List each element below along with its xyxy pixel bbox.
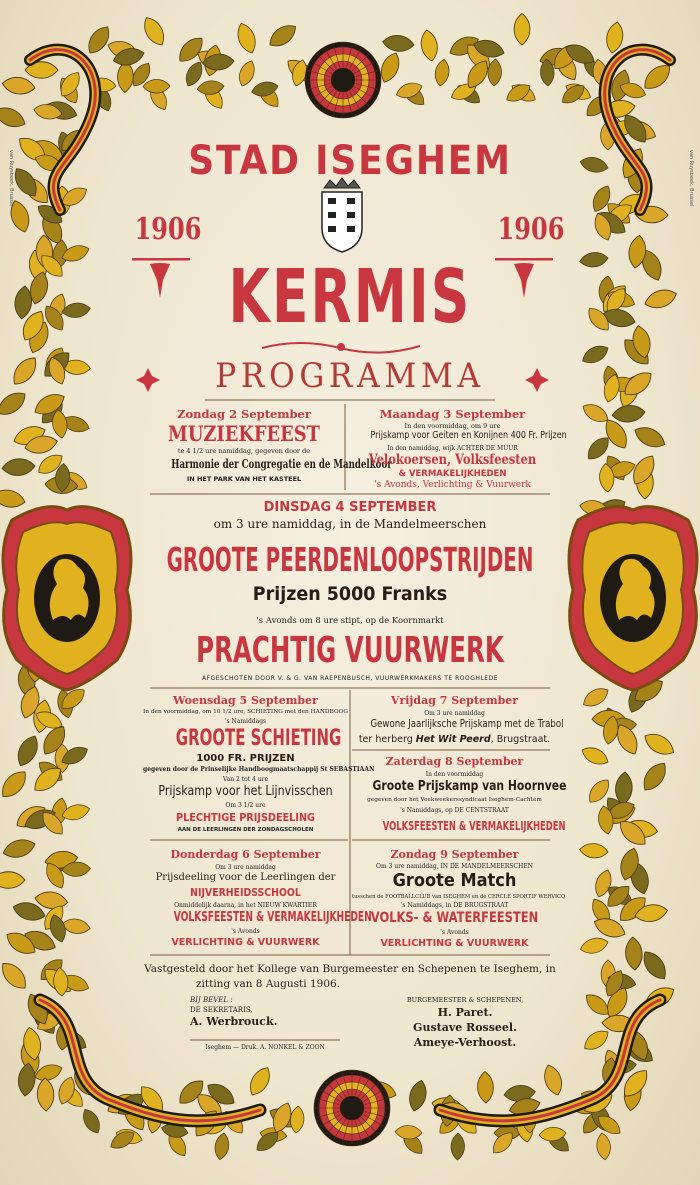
by-order-label: BIJ BEVEL : — [190, 996, 233, 1004]
wednesday5-line2: 's Namiddags — [224, 718, 267, 725]
tuesday4-line3: AFGESCHOTEN DOOR V. & G. VAN RAEPENBUSCH, VUURWERKMAKERS TE ROOGHLEDE — [202, 675, 498, 682]
friday7-line1: Om 3 ure namiddag — [424, 710, 485, 717]
monday3-line5: & VERMAKELIJKHEDEN — [398, 469, 507, 479]
wednesday5-title: GROOTE SCHIETING — [175, 726, 342, 751]
tuesday4-date: DINSDAG 4 SEPTEMBER — [263, 500, 437, 515]
saturday8-line3: 's Namiddags, op DE CENTSTRAAT — [400, 807, 509, 814]
side-imprint-left: van Ruysbeek, Brussel — [8, 150, 14, 207]
secretary-name: A. Werbrouck. — [190, 1015, 278, 1028]
mayor-name: H. Paret. — [437, 1006, 493, 1019]
city-name: STAD ISEGHEM — [188, 138, 512, 184]
saturday8-date: Zaterdag 8 September — [385, 755, 524, 768]
saturday8-title2: VOLKSFEESTEN & VERMAKELIJKHEDEN — [382, 819, 566, 833]
alderman1-name: Gustave Rosseel. — [413, 1021, 517, 1034]
decree-line1: Vastgesteld door het Kollege van Burgemeester en Schepenen te Iseghem, in — [144, 963, 556, 975]
sunday2-date: Zondag 2 September — [177, 407, 311, 421]
friday7-line2: Gewone Jaarlijksche Prijskamp met de Trabol — [370, 718, 564, 730]
thursday6-line1: Om 3 ure namiddag — [215, 864, 276, 871]
tuesday4-prizes: Prijzen 5000 Franks — [252, 583, 448, 605]
wednesday5-title3: PLECHTIGE PRIJSDEELING — [175, 811, 316, 824]
wednesday5-prize: 1000 FR. PRIJZEN — [196, 753, 295, 764]
thursday6-date: Donderdag 6 September — [170, 848, 321, 861]
sunday2-line2: Harmonie der Congregatie en de Mandelkoor — [171, 457, 392, 471]
sunday9-line5: VERLICHTING & VUURWERK — [380, 938, 529, 949]
wednesday5-line6: AAN DE LEERLINGEN DER ZONDAGSCHOLEN — [177, 827, 314, 833]
flourish-divider — [262, 343, 420, 353]
city-crest — [322, 178, 362, 252]
sunday9-line3: 's Namiddags, in DE BRUGSTRAAT — [400, 902, 509, 909]
tuesday4-fireworks: PRACHTIG VUURWERK — [196, 630, 504, 671]
tuesday4-line1: om 3 ure namiddag, in de Mandelmeerschen — [213, 517, 487, 531]
year-left: 1906 — [134, 212, 202, 247]
sunday2-line3: IN HET PARK VAN HET KASTEEL — [186, 475, 302, 483]
wednesday5-line4: Van 2 tot 4 ure — [222, 776, 269, 783]
programme-heading: PROGRAMMA — [215, 356, 485, 396]
sunday9-line2: tusschen de FOOTBALLCLUB van ISEGHEM en de CERCLE SPORTIF WERVICQ — [352, 894, 566, 900]
monday3-line2: Prijskamp voor Geiten en Konijnen 400 Fr. Prijzen — [370, 430, 567, 441]
rosette-top — [305, 42, 381, 118]
year-right: 1906 — [497, 212, 565, 247]
wednesday5-date: Woensdag 5 September — [173, 694, 318, 707]
monday3-line3: In den namiddag, wijk ACHTER DE MUUR — [387, 445, 518, 452]
alderman2-name: Ameye-Verhoost. — [413, 1036, 517, 1049]
decree-line2: zitting van 8 Augusti 1906. — [196, 978, 341, 990]
thursday6-line4: Onmiddelijk daarna, in het NIEUW KWARTIER — [174, 902, 317, 909]
wednesday5-line5: Om 3 1/2 ure — [225, 802, 266, 809]
monday3-line1: In den voormiddag, om 9 ure — [404, 422, 501, 430]
tuesday4-title: GROOTE PEERDENLOOPSTRIJDEN — [166, 540, 534, 579]
rosette-bottom — [314, 1070, 390, 1146]
sunday9-title2: VOLKS- & WATERFEESTEN — [370, 910, 539, 926]
sunday9-date: Zondag 9 September — [390, 848, 519, 861]
thursday6-line2: Prijsdeeling voor de Leerlingen der — [155, 872, 336, 883]
side-imprint-right: van Ruysbeek, Brussel — [688, 150, 694, 207]
saturday8-line1: In den voormiddag — [425, 771, 484, 778]
friday7-line3 — [352, 734, 557, 745]
wednesday5-line3: gegeven door de Prinselijke Handboogmaatschappij St SEBASTIAAN — [143, 766, 375, 773]
friday7-date: Vrijdag 7 September — [390, 694, 519, 707]
thursday6-line6: VERLICHTING & VUURWERK — [171, 937, 320, 948]
saturday8-line2: gegeven door het Veekweekerssyndicaat Iseghem-Cachtem — [367, 797, 542, 803]
sunday9-title: Groote Match — [392, 870, 517, 891]
mayor-title: BURGEMEESTER & SCHEPENEN, — [406, 996, 524, 1004]
sunday2-line1: te 4 1/2 ure namiddag, gegeven door de — [177, 447, 311, 455]
friday7-line3-a: ter herberg — [358, 734, 416, 745]
printer-imprint: Iseghem — Druk. A. NONKEL & ZOON — [205, 1044, 325, 1051]
sunday2-title: MUZIEKFEEST — [168, 421, 320, 446]
monday3-line4: Velokoersen, Volksfeesten — [368, 452, 537, 468]
wednesday5-line1: In den voormiddag, om 10 1/2 ure, SCHIETING met den HANDBOOG — [143, 709, 349, 715]
tuesday4-line2: 's Avonds om 8 ure stipt, op de Koornmarkt — [256, 616, 444, 626]
thursday6-line3: NIJVERHEIDSSCHOOL — [190, 886, 301, 899]
poster-title: KERMIS — [228, 254, 472, 340]
wednesday5-title2: Prijskamp voor het Lijnvisschen — [158, 784, 333, 799]
saturday8-title: Groote Prijskamp van Hoornvee — [372, 778, 567, 794]
monday3-line6: 's Avonds, Verlichting & Vuurwerk — [374, 480, 531, 490]
sunday9-line4: 's Avonds — [440, 929, 469, 936]
friday7-line3-c: , Brugstraat. — [490, 734, 551, 745]
sunday9-line1: Om 3 ure namiddag, IN DE MANDELMEERSCHEN — [376, 863, 533, 870]
monday3-date: Maandag 3 September — [379, 407, 526, 421]
thursday6-line5: 's Avonds — [231, 928, 260, 935]
thursday6-title: VOLKSFEESTEN & VERMAKELIJKHEDEN — [173, 910, 372, 925]
secretary-title: DE SEKRETARIS, — [190, 1006, 253, 1014]
friday7-inn-name: Het Wit Peerd — [415, 734, 491, 745]
